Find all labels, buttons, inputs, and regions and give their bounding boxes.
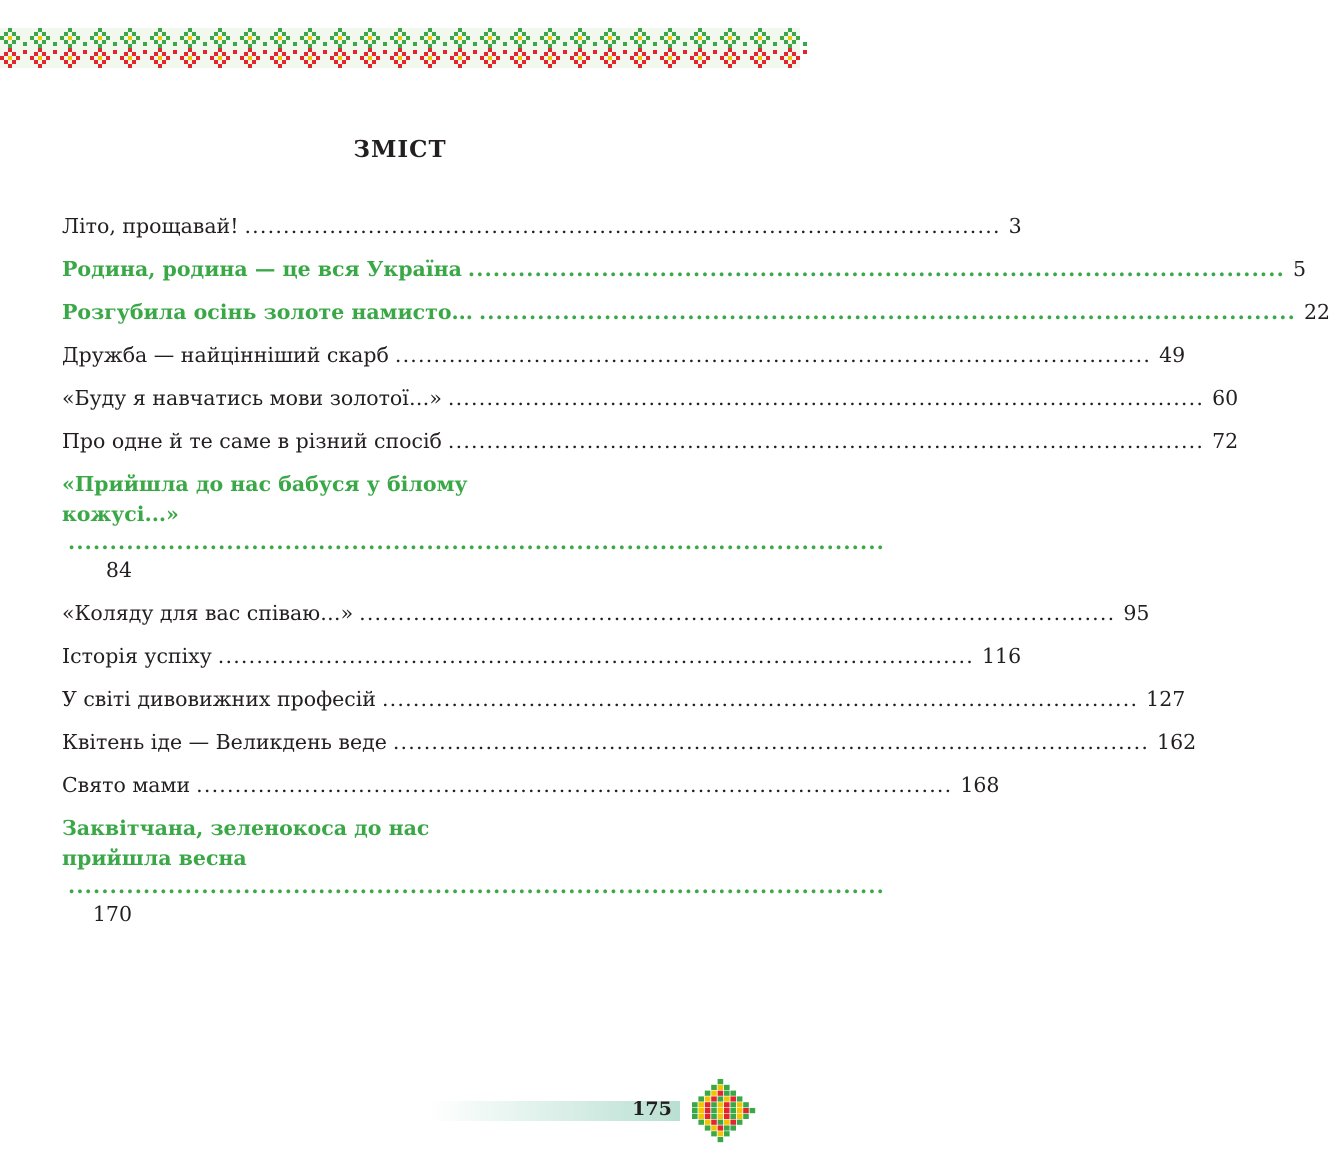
toc-entry-page: 170 (92, 902, 132, 926)
leader-dots: .................................................................................................. (478, 300, 1296, 324)
toc-entry[interactable] (62, 427, 1239, 455)
leader-dots: .................................................................................................. (467, 257, 1285, 281)
toc-entry-page: 3 (1008, 214, 1022, 238)
toc-entry-title: «Коляду для вас співаю…» (62, 601, 354, 625)
leader-dots: .................................................................................................. (394, 343, 1152, 367)
leader-dots: .................................................................................................. (244, 214, 1001, 238)
toc-entry[interactable] (62, 642, 1022, 670)
table-of-contents (62, 212, 1330, 943)
toc-entry[interactable] (62, 728, 1197, 756)
toc-entry-title: Квітень іде — Великдень веде (62, 730, 387, 754)
leader-dots: .................................................................................................. (217, 644, 974, 668)
toc-entry-title: Дружба — найцінніший скарб (62, 343, 389, 367)
toc-entry-title: Про одне й те саме в різний спосіб (62, 429, 442, 453)
toc-entry-page: 168 (960, 773, 1000, 797)
toc-entry[interactable] (62, 814, 886, 928)
toc-entry-page: 22 (1303, 300, 1330, 324)
leader-dots: .................................................................................................. (359, 601, 1116, 625)
toc-entry[interactable] (62, 599, 1150, 627)
toc-entry-page: 95 (1123, 601, 1150, 625)
toc-entry[interactable] (62, 298, 1330, 326)
leader-dots: .................................................................................................. (447, 429, 1205, 453)
leader-dots: .................................................................................................. (381, 687, 1139, 711)
toc-entry-title: Літо, прощавай! (62, 214, 239, 238)
leader-dots: .................................................................................................. (447, 386, 1205, 410)
toc-entry-title: кожусі...» (62, 502, 179, 526)
page-title: ЗМІСТ (353, 136, 447, 163)
leader-dots: .................................................................................................. (68, 530, 886, 554)
toc-entry[interactable] (62, 384, 1239, 412)
toc-entry-page: 60 (1212, 386, 1239, 410)
toc-entry[interactable] (62, 771, 1000, 799)
toc-entry-title: Розгубила осінь золоте намисто... (62, 300, 473, 324)
toc-entry-page: 127 (1146, 687, 1186, 711)
toc-entry-title: «Буду я навчатись мови золотої…» (62, 386, 442, 410)
toc-entry-title-line1: Заквітчана, зеленокоса до нас (62, 816, 430, 840)
toc-entry-page: 49 (1159, 343, 1186, 367)
embroidery-border-ornament (0, 22, 800, 74)
toc-entry[interactable] (62, 685, 1186, 713)
toc-entry-title: Історія успіху (62, 644, 212, 668)
leader-dots: .................................................................................................. (196, 773, 953, 797)
footer-arrow-ornament (692, 1079, 755, 1142)
toc-entry[interactable] (62, 212, 1022, 240)
page-footer-ornament (430, 1076, 770, 1146)
toc-entry-title-line1: «Прийшла до нас бабуся у білому (62, 472, 468, 496)
toc-entry-title: У світі дивовижних професій (62, 687, 376, 711)
page-number: 175 (632, 1098, 672, 1120)
toc-entry[interactable] (62, 470, 886, 584)
toc-entry-page: 72 (1212, 429, 1239, 453)
toc-entry-page: 116 (981, 644, 1022, 668)
toc-entry-page: 84 (105, 558, 132, 582)
toc-entry-page: 162 (1157, 730, 1197, 754)
toc-entry[interactable] (62, 255, 1306, 283)
toc-entry[interactable] (62, 341, 1186, 369)
toc-entry-page: 5 (1292, 257, 1306, 281)
toc-entry-title: прийшла весна (62, 846, 247, 870)
toc-entry-title: Свято мами (62, 773, 191, 797)
leader-dots: .................................................................................................. (68, 874, 886, 898)
leader-dots: .................................................................................................. (392, 730, 1150, 754)
toc-entry-title: Родина, родина — це вся Україна (62, 257, 462, 281)
